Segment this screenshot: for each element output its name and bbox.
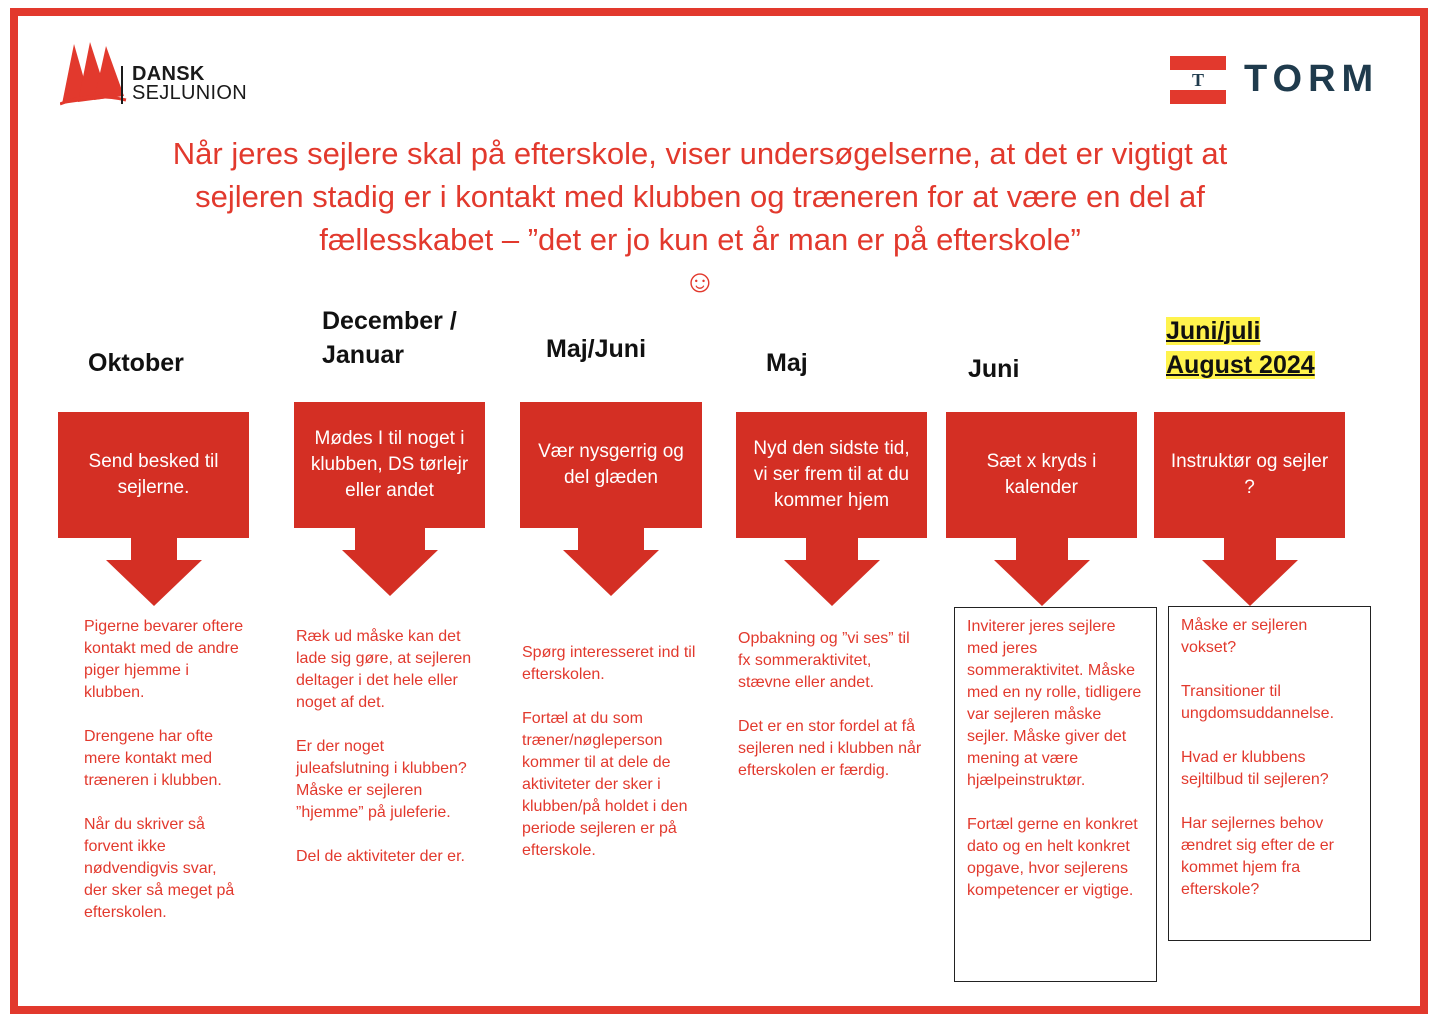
arrow-down-icon [106, 560, 202, 606]
arrow-down-icon [994, 560, 1090, 606]
arrow-down-icon [784, 560, 880, 606]
arrow-text: Nyd den sidste tid, vi ser frem til at du kommer hjem [736, 412, 927, 538]
headline-text: Når jeres sejlere skal på efterskole, viser undersøgelserne, at det er vigtigt at sejleren stadig er i kontakt med klubben og træneren for at være en del af fællesskabet – ”det er jo kun et år man er på efterskole” [172, 136, 1228, 257]
step-description-juni: Inviterer jeres sejlere med jeres sommeraktivitet. Måske med en ny rolle, tidligere var sejleren måske sejler. Måske giver det mening at være hjælpeinstruktør. Fortæl gerne en konkret dato og en helt konkret opgave, hvor sejlerens kompetencer er vigtige. [954, 607, 1157, 982]
period-december-januar: December / Januar [322, 307, 457, 369]
torm-wordmark: TORM [1244, 58, 1380, 100]
arrow-callout [946, 412, 1137, 606]
arrow-text: Vær nysgerrig og del glæden [520, 402, 702, 528]
period-line-2: August 2024 [1166, 351, 1315, 379]
arrow-callout [1154, 412, 1345, 606]
step-description-juni-august: Måske er sejleren vokset? Transitioner til ungdomsuddannelse. Hvad er klubbens sejltilbud til sejleren? Har sejlernes behov ændret sig efter de er kommet hjem fra efterskole? [1168, 606, 1371, 941]
period-oktober: Oktober [88, 349, 184, 377]
torm-badge-letter: T [1191, 70, 1205, 90]
arrow-stem [355, 528, 425, 550]
torm-logo [1170, 56, 1390, 106]
period-line-1: Juni/juli [1166, 317, 1261, 345]
sail-icon [60, 40, 130, 106]
dsu-line-2: SEJLUNION [132, 82, 247, 104]
period-maj: Maj [766, 349, 808, 377]
step-description-oktober: Pigerne bevarer oftere kontakt med de andre piger hjemme i klubben. Drengene har ofte mere kontakt med træneren i klubben. Når du skriver så forvent ikke nødvendigvis svar, der sker så meget på efterskolen. [84, 618, 244, 921]
arrow-callout [736, 412, 927, 606]
arrow-text: Mødes I til noget i klubben, DS tørlejr eller andet [294, 402, 485, 528]
arrow-stem [1016, 538, 1068, 560]
arrow-down-icon [1202, 560, 1298, 606]
dsu-wordmark [132, 65, 247, 103]
arrow-callout [520, 402, 702, 596]
period-juni-juli-august [1166, 314, 1315, 382]
period-maj-juni: Maj/Juni [546, 335, 647, 363]
arrow-down-icon [563, 550, 659, 596]
arrow-stem [1224, 538, 1276, 560]
smiley-icon: ☺ [683, 263, 717, 299]
arrow-down-icon [342, 550, 438, 596]
arrow-stem [578, 528, 644, 550]
step-description-december: Ræk ud måske kan det lade sig gøre, at sejleren deltager i det hele eller noget af det. Er der noget juleafslutning i klubben? Måske er sejleren ”hjemme” på juleferie. Del de aktiviteter der er. [296, 628, 472, 865]
arrow-stem [806, 538, 858, 560]
arrow-text: Send besked til sejlerne. [58, 412, 249, 538]
torm-flag-icon [1170, 56, 1226, 104]
dansk-sejlunion-logo [60, 40, 270, 108]
period-juni: Juni [968, 355, 1020, 383]
step-description-maj: Opbakning og ”vi ses” til fx sommeraktivitet, stævne eller andet. Det er en stor fordel at få sejleren ned i klubben når efterskolen er færdig. [738, 630, 922, 779]
headline [130, 132, 1270, 301]
arrow-callout [294, 402, 485, 596]
arrow-stem [131, 538, 177, 560]
logo-divider [121, 66, 123, 104]
arrow-text: Sæt x kryds i kalender [946, 412, 1137, 538]
arrow-callout [58, 412, 249, 606]
dsu-line-1: DANSK [132, 63, 205, 85]
arrow-text: Instruktør og sejler ? [1154, 412, 1345, 538]
step-description-maj-juni: Spørg interesseret ind til efterskolen. Fortæl at du som træner/nøgleperson kommer til at dele de aktiviteter der sker i klubben/på holdet i den periode sejleren er på efterskole. [522, 644, 696, 859]
